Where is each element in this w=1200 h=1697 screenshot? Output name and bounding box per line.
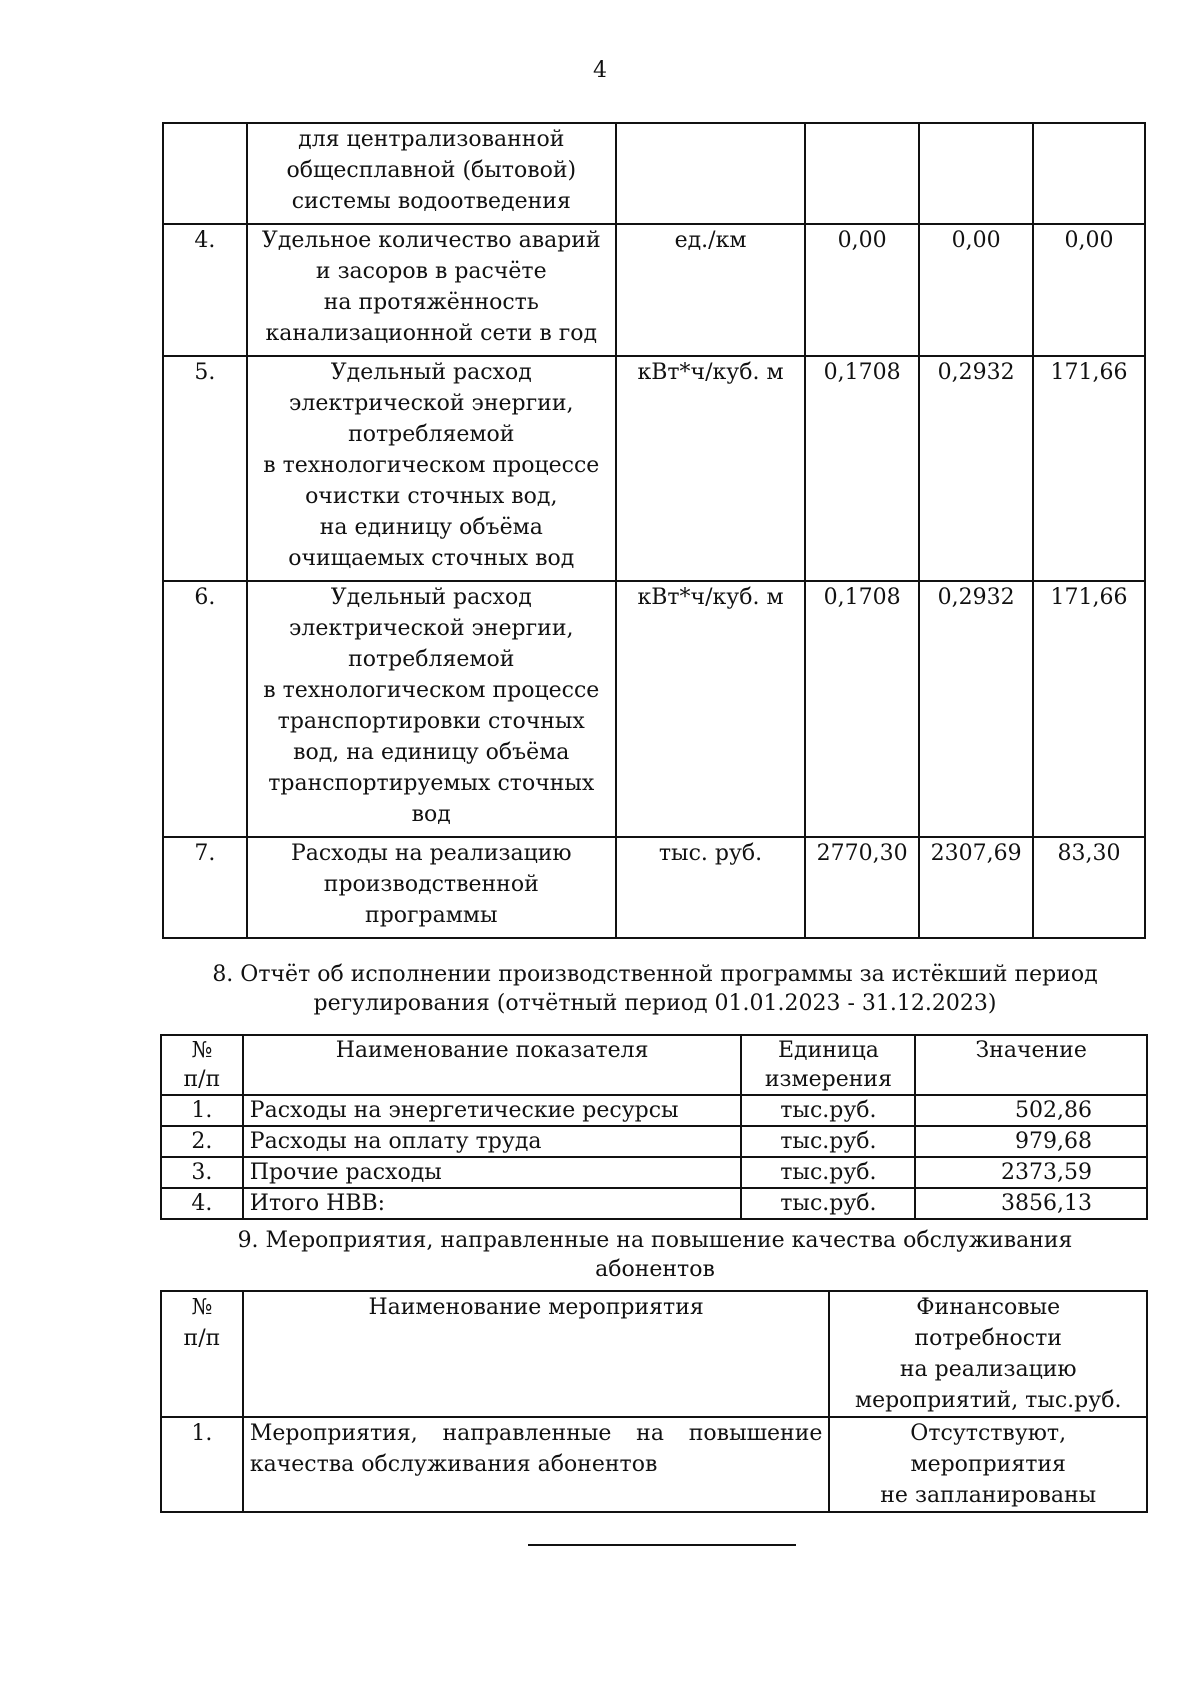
row-number: 3. [161, 1157, 243, 1188]
indicator-name-line: для централизованной [298, 127, 565, 152]
unit-cell: тыс.руб. [741, 1126, 915, 1157]
value-3-cell: 0,00 [1033, 224, 1145, 356]
section-9-heading-line2: абонентов [595, 1257, 715, 1282]
indicator-name [247, 224, 616, 356]
section-9-heading [160, 1226, 1150, 1284]
row-number: 1. [161, 1417, 243, 1512]
value-2-cell [919, 123, 1033, 224]
indicator-name-line: вод, на единицу объёма [293, 740, 570, 765]
indicator-name-line: Удельный расход [330, 585, 532, 610]
indicator-name-line: Расходы на реализацию [290, 841, 572, 866]
indicator-name-line: производственной [323, 872, 539, 897]
unit-cell: тыс.руб. [741, 1157, 915, 1188]
header-num-line2: п/п [183, 1067, 221, 1092]
value-cell: 3856,13 [915, 1188, 1147, 1219]
indicator-name [247, 837, 616, 938]
unit-cell: тыс.руб. [741, 1095, 915, 1126]
indicator-name-line: очистки сточных вод, [305, 484, 558, 509]
indicator-name-line: и засоров в расчёте [315, 259, 547, 284]
header-value-cell: Значение [915, 1035, 1147, 1095]
value-2-cell: 0,2932 [919, 356, 1033, 581]
expense-name: Расходы на энергетические ресурсы [243, 1095, 742, 1126]
indicator-name-line: на протяжённость [323, 290, 539, 315]
indicator-name-line: потребляемой [348, 422, 515, 447]
indicator-row [163, 581, 1145, 837]
header-num-cell [161, 1291, 243, 1417]
finance-line: Отсутствуют, [910, 1421, 1067, 1446]
value-cell: 2373,59 [915, 1157, 1147, 1188]
indicator-name-line: электрической энергии, [289, 616, 574, 641]
expense-name: Расходы на оплату труда [243, 1126, 742, 1157]
indicator-name-line: потребляемой [348, 647, 515, 672]
expense-name: Прочие расходы [243, 1157, 742, 1188]
unit-cell: тыс. руб. [616, 837, 805, 938]
report-table [160, 1034, 1148, 1220]
indicator-name-line: Удельное количество аварий [261, 228, 601, 253]
section-9-heading-line1: 9. Мероприятия, направленные на повышение качества обслуживания [237, 1228, 1073, 1253]
page-number: 4 [593, 58, 607, 83]
report-row [161, 1188, 1147, 1219]
indicator-row [163, 356, 1145, 581]
unit-cell: ед./км [616, 224, 805, 356]
row-number [163, 123, 247, 224]
header-name-cell: Наименование показателя [243, 1035, 742, 1095]
row-number: 6. [163, 581, 247, 837]
row-number: 7. [163, 837, 247, 938]
indicator-name-line: на единицу объёма [319, 515, 543, 540]
indicator-name-line: в технологическом процессе [263, 678, 600, 703]
header-finance-line: мероприятий, тыс.руб. [854, 1388, 1122, 1413]
indicator-name-line: системы водоотведения [291, 189, 571, 214]
value-2-cell: 0,2932 [919, 581, 1033, 837]
header-num-line1: № [191, 1038, 213, 1063]
indicator-name [247, 356, 616, 581]
header-unit-cell [741, 1035, 915, 1095]
value-3-cell [1033, 123, 1145, 224]
value-1-cell: 0,1708 [805, 581, 919, 837]
value-2-cell: 0,00 [919, 224, 1033, 356]
report-row [161, 1126, 1147, 1157]
indicator-row [163, 837, 1145, 938]
header-unit-line1: Единица [777, 1038, 879, 1063]
indicator-name-line: общесплавной (бытовой) [286, 158, 577, 183]
section-8-heading-line2: регулирования (отчётный период 01.01.2023 - 31.12.2023) [313, 991, 997, 1016]
indicator-row [163, 123, 1145, 224]
header-finance-line: на реализацию [899, 1357, 1077, 1382]
report-row [161, 1095, 1147, 1126]
row-number: 4. [163, 224, 247, 356]
value-3-cell: 83,30 [1033, 837, 1145, 938]
header-num-line1: № [191, 1295, 213, 1320]
report-row [161, 1157, 1147, 1188]
row-number: 2. [161, 1126, 243, 1157]
measure-name: Мероприятия, направленные на повышение качества обслуживания абонентов [243, 1417, 830, 1512]
row-number: 5. [163, 356, 247, 581]
indicator-name-line: вод [411, 802, 451, 827]
report-table-header [161, 1035, 1147, 1095]
header-unit-line2: измерения [764, 1067, 892, 1092]
indicator-name-line: канализационной сети в год [265, 321, 598, 346]
header-measure-name-cell: Наименование мероприятия [243, 1291, 830, 1417]
indicator-name [247, 123, 616, 224]
indicator-name-line: транспортировки сточных [277, 709, 585, 734]
header-num-line2: п/п [183, 1326, 221, 1351]
finance-cell [829, 1417, 1147, 1512]
value-cell: 979,68 [915, 1126, 1147, 1157]
indicator-name-line: транспортируемых сточных [268, 771, 595, 796]
unit-cell: кВт*ч/куб. м [616, 356, 805, 581]
value-1-cell [805, 123, 919, 224]
value-3-cell: 171,66 [1033, 356, 1145, 581]
value-1-cell: 0,00 [805, 224, 919, 356]
section-8-heading [160, 960, 1150, 1018]
indicator-name-line: электрической энергии, [289, 391, 574, 416]
indicator-name-line: программы [365, 903, 498, 928]
header-num-cell [161, 1035, 243, 1095]
indicator-name-line: в технологическом процессе [263, 453, 600, 478]
row-number: 4. [161, 1188, 243, 1219]
header-finance-cell [829, 1291, 1147, 1417]
expense-name: Итого НВВ: [243, 1188, 742, 1219]
measures-table [160, 1290, 1148, 1513]
measures-table-header [161, 1291, 1147, 1417]
header-finance-line: Финансовые [916, 1295, 1061, 1320]
value-2-cell: 2307,69 [919, 837, 1033, 938]
indicator-name-line: очищаемых сточных вод [288, 546, 575, 571]
header-finance-line: потребности [914, 1326, 1062, 1351]
indicator-row [163, 224, 1145, 356]
indicator-name [247, 581, 616, 837]
value-3-cell: 171,66 [1033, 581, 1145, 837]
unit-cell [616, 123, 805, 224]
value-1-cell: 2770,30 [805, 837, 919, 938]
row-number: 1. [161, 1095, 243, 1126]
section-8-heading-line1: 8. Отчёт об исполнении производственной программы за истёкший период [212, 962, 1098, 987]
value-1-cell: 0,1708 [805, 356, 919, 581]
end-rule [528, 1544, 796, 1546]
unit-cell: тыс.руб. [741, 1188, 915, 1219]
value-cell: 502,86 [915, 1095, 1147, 1126]
finance-line: не запланированы [880, 1483, 1097, 1508]
indicator-name-line: Удельный расход [330, 360, 532, 385]
finance-line: мероприятия [910, 1452, 1066, 1477]
unit-cell: кВт*ч/куб. м [616, 581, 805, 837]
measure-row [161, 1417, 1147, 1512]
indicators-table [162, 122, 1146, 939]
